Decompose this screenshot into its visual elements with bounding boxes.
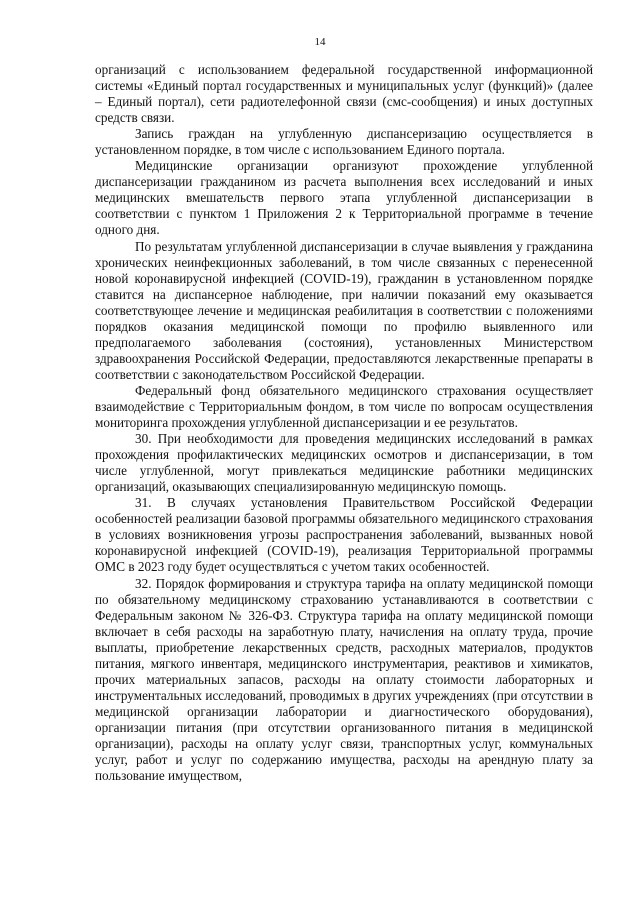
paragraph: Медицинские организации организуют прохождение углубленной диспансеризации гражданином из расчета выполнения всех исследований и иных медицинских вмешательств первого этапа углубленной диспансеризации в соответствии с пунктом 1 Приложения 2 к Территориальной программе в течение одного дня. bbox=[95, 158, 593, 238]
paragraph: Запись граждан на углубленную диспансеризацию осуществляется в установленном порядке, в том числе с использованием Единого портала. bbox=[95, 126, 593, 158]
paragraph: Федеральный фонд обязательного медицинского страхования осуществляет взаимодействие с Территориальным фондом, в том числе по вопросам осуществления мониторинга прохождения углубленной диспансеризации и ее результатов. bbox=[95, 382, 593, 431]
document-body bbox=[95, 62, 593, 784]
paragraph: По результатам углубленной диспансеризации в случае выявления у гражданина хронических неинфекционных заболеваний, в том числе связанных с перенесенной новой коронавирусной инфекцией (COVID-19), гражданин в установленном порядке ставится на диспансерное наблюдение, при наличии показаний ему оказывается соответствующее лечение и медицинская реабилитация в соответствии с положениями порядков оказания медицинской помощи по профилю выявленного или предполагаемого заболевания (состояния), установленных Министерством здравоохранения Российской Федерации, предоставляются лекарственные препараты в соответствии с законодательством Российской Федерации. bbox=[95, 238, 593, 382]
paragraph: 31. В случаях установления Правительством Российской Федерации особенностей реализации базовой программы обязательного медицинского страхования в условиях возникновения угрозы распространения заболеваний, вызванных новой коронавирусной инфекцией (COVID-19), реализация Территориальной программы ОМС в 2023 году будет осуществляться с учетом таких особенностей. bbox=[95, 495, 593, 575]
paragraph: организаций с использованием федеральной государственной информационной системы «Единый портал государственных и муниципальных услуг (функций)» (далее – Единый портал), сети радиотелефонной связи (смс-сообщения) и иных доступных средств связи. bbox=[95, 62, 593, 126]
page-number: 14 bbox=[314, 36, 326, 48]
paragraph: 30. При необходимости для проведения медицинских исследований в рамках прохождения профилактических медицинских осмотров и диспансеризации, в том числе углубленной, могут привлекаться медицинские работники медицинских организаций, оказывающих специализированную медицинскую помощь. bbox=[95, 431, 593, 495]
paragraph: 32. Порядок формирования и структура тарифа на оплату медицинской помощи по обязательному медицинскому страхованию устанавливаются в соответствии с Федеральным законом № 326-ФЗ. Структура тарифа на оплату медицинской помощи включает в себя расходы на заработную плату, начисления на оплату труда, прочие выплаты, приобретение лекарственных средств, расходных материалов, продуктов питания, мягкого инвентаря, медицинского инструментария, реактивов и химикатов, прочих материальных запасов, расходы на оплату стоимости лабораторных и инструментальных исследований, проводимых в других учреждениях (при отсутствии в медицинской организации лаборатории и диагностического оборудования), организации питания (при отсутствии организованного питания в медицинской организации), расходы на оплату услуг связи, транспортных услуг, коммунальных услуг, работ и услуг по содержанию имущества, расходы на арендную плату за пользование имуществом, bbox=[95, 575, 593, 784]
